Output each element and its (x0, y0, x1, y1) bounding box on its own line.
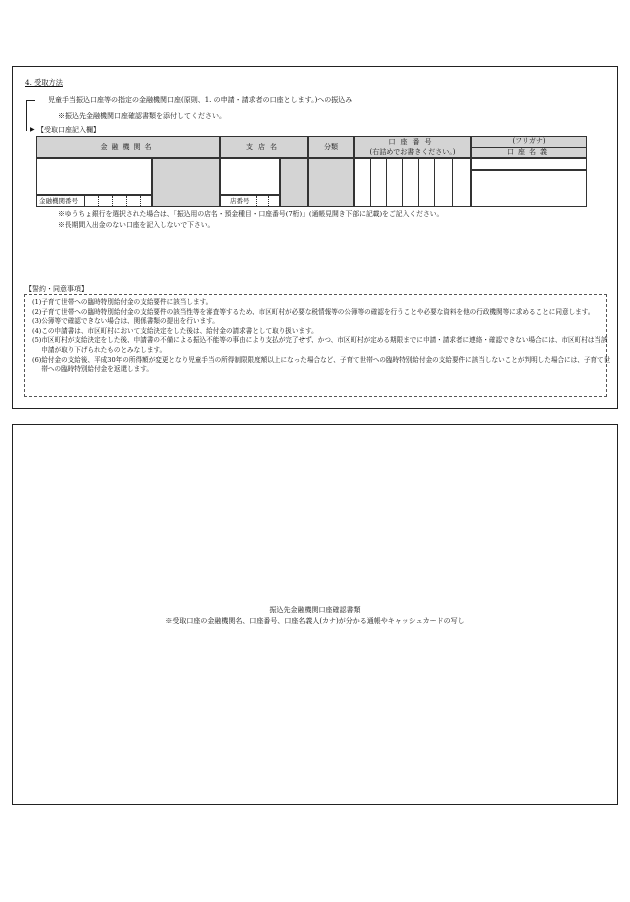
holder-header-label: 口座名義 (507, 148, 551, 156)
holder-name-input[interactable] (471, 170, 587, 207)
bank-code-label: 金融機関番号 (39, 197, 78, 205)
agreement-item: (2) 子育て世帯への臨時特別給付金の支給要件の該当性等を審査等するため、市区町村が必要な税情報等の公簿等の確認を行うことや必要な資料を他の行政機関等に求めることに同意します。 (32, 307, 595, 316)
note-dormant: ※長期間入出金のない口座を記入しないで下さい。 (58, 221, 215, 229)
section-heading: 4. 受取方法 (25, 78, 63, 87)
bank-type-shaded (152, 158, 220, 207)
account-number-note: (右詰めでお書きください。) (369, 148, 456, 156)
agreement-heading: 【誓約・同意事項】 (25, 285, 88, 293)
account-number-header-label: 口座番号 (388, 138, 437, 146)
agreement-item: (4) この申請書は、市区町村において支給決定をした後は、給付金の請求書として取り扱います。 (32, 326, 318, 335)
attachment-title: 振込先金融機関口座確認書類 (269, 606, 361, 614)
arrow-head-icon: ▶ (30, 126, 35, 133)
bank-name-header-label: 金融機関名 (100, 143, 156, 151)
method-line2: ※振込先金融機関口座確認書類を添付してください。 (58, 112, 226, 120)
bank-name-input[interactable] (36, 158, 152, 195)
account-number-input[interactable] (354, 158, 471, 207)
branch-name-header-label: 支店名 (246, 143, 282, 151)
furigana-header-label: (フリガナ) (512, 137, 546, 145)
method-line1: 児童手当振込口座等の指定の金融機関口座(原則、1. の申請・請求者の口座とします。)への振込み (48, 96, 353, 104)
agreement-list (32, 298, 612, 375)
note-yucho: ※ゆうちょ銀行を選択された場合は、「振込用の店名・預金種目・口座番号(7桁)」(通帳見開き下部に記載)をご記入ください。 (58, 210, 444, 218)
furigana-input[interactable] (471, 158, 587, 170)
agreement-item: (6) 給付金の支給後、平成30年の所得額が変更となり児童手当の所得制限限度額以上になった場合など、子育て世帯への臨時特別給付金の支給要件に該当しないことが判明した場合には、子育て世帯への臨時特別給付金を返還します。 (32, 355, 611, 374)
bank-code-input[interactable] (84, 195, 152, 207)
agreement-item: (3) 公簿等で確認できない場合は、関係書類の提出を行います。 (32, 317, 219, 326)
account-entry-label: 【受取口座記入欄】 (37, 126, 100, 134)
agreement-item: (5) 市区町村が支給決定をした後、申請書の不備による振込不能等の事由により支払が完了せず、かつ、市区町村が定める期限までに申請・請求者に連絡・確認できない場合には、市区町村は当該申請が取り下げられたものとみなします。 (32, 336, 608, 354)
branch-type-shaded (280, 158, 308, 207)
type-header-label: 分類 (324, 143, 338, 151)
branch-code-row (220, 195, 280, 207)
account-type-input[interactable] (308, 158, 354, 207)
branch-name-input[interactable] (220, 158, 280, 195)
attachment-subtitle: ※受取口座の金融機関名、口座番号、口座名義人(カナ)が分かる通帳やキャッシュカードの写し (165, 617, 465, 625)
branch-code-label: 店番号 (230, 197, 250, 205)
agreement-item: (1) 子育て世帯への臨時特別給付金の支給要件に該当します。 (32, 298, 213, 306)
